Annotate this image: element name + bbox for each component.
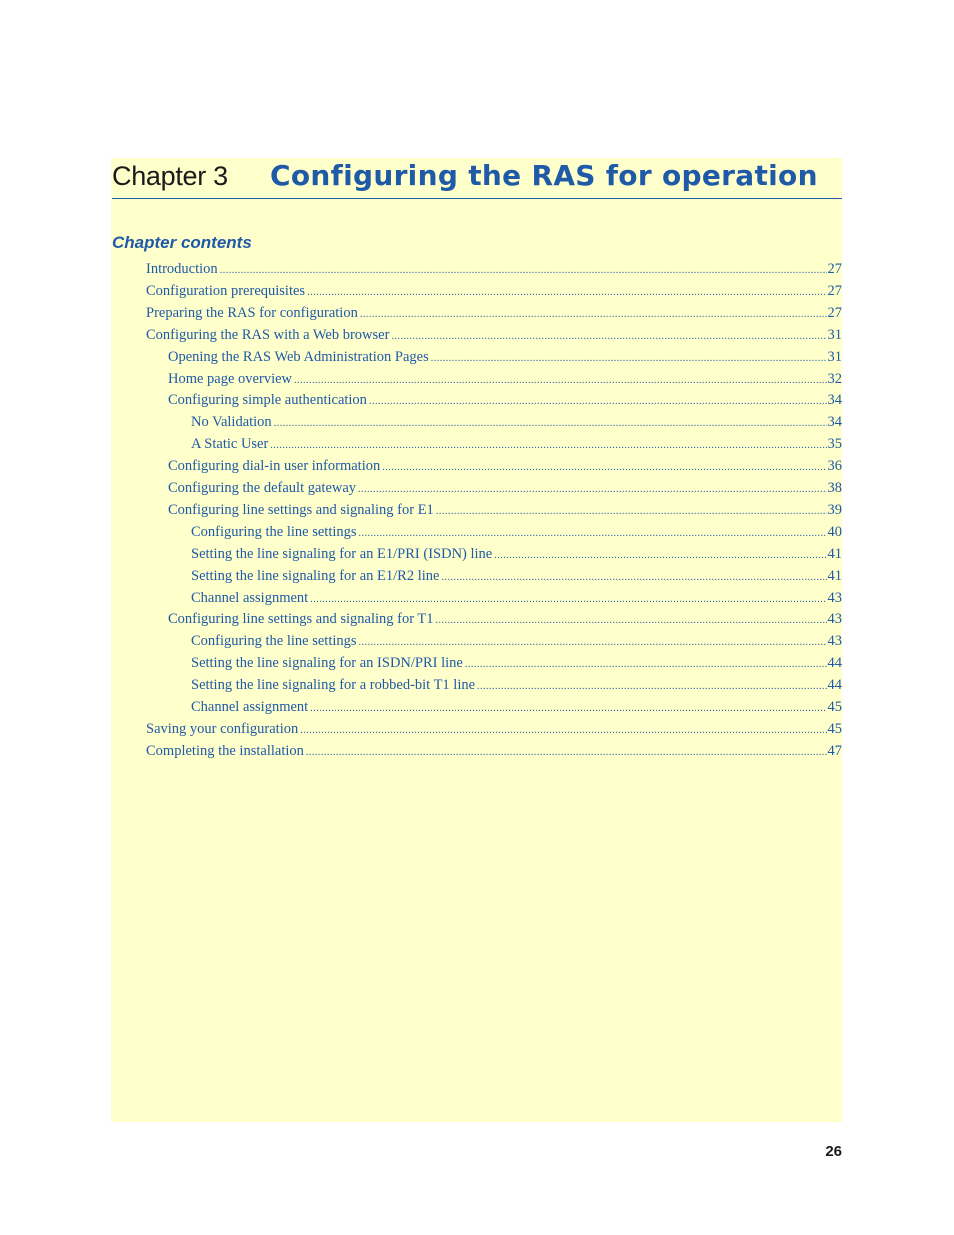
toc-entry[interactable]: [146, 324, 842, 346]
toc-entry-label: Home page overview: [168, 370, 293, 387]
toc-leader-dots: [220, 260, 827, 282]
toc-leader-dots: [270, 435, 826, 457]
toc-entry-label: Saving your configuration: [146, 720, 299, 737]
toc-entry-label: Setting the line signaling for an E1/PRI (ISDN) line: [191, 545, 493, 562]
toc-entry-label: Completing the installation: [146, 742, 304, 759]
toc-entry-page: 32: [827, 370, 842, 387]
toc-entry-label: Configuration prerequisites: [146, 282, 306, 299]
toc-leader-dots: [300, 720, 826, 742]
toc-entry-page: 44: [827, 655, 842, 672]
toc-leader-dots: [391, 326, 826, 348]
toc-entry[interactable]: [168, 389, 842, 411]
toc-entry-page: 39: [827, 501, 842, 518]
toc-entry-page: 40: [827, 523, 842, 540]
toc-entry-page: 36: [827, 458, 842, 475]
toc-entry-page: 47: [827, 742, 842, 759]
toc-entry[interactable]: [191, 543, 842, 565]
toc-entry[interactable]: [168, 608, 842, 630]
toc-entry[interactable]: [168, 455, 842, 477]
toc-entry-label: Configuring line settings and signaling for T1: [168, 611, 434, 628]
toc-leader-dots: [494, 545, 826, 567]
toc-entry-page: 34: [827, 392, 842, 409]
toc-entry-page: 27: [827, 282, 842, 299]
toc-leader-dots: [477, 676, 826, 698]
toc-entry[interactable]: [191, 652, 842, 674]
toc-entry-page: 45: [827, 720, 842, 737]
toc-entry-page: 27: [827, 304, 842, 321]
toc-entry-label: Configuring the line settings: [191, 633, 357, 650]
chapter-title: Configuring the RAS for operation: [270, 159, 818, 192]
toc-entry[interactable]: [146, 302, 842, 324]
toc-entry[interactable]: [168, 346, 842, 368]
toc-entry[interactable]: [191, 521, 842, 543]
toc-entry[interactable]: [191, 565, 842, 587]
toc-entry[interactable]: [146, 280, 842, 302]
toc-entry-page: 35: [827, 436, 842, 453]
toc-entry-label: Channel assignment: [191, 589, 309, 606]
toc-entry-page: 41: [827, 545, 842, 562]
page-number: 26: [825, 1143, 842, 1160]
toc-entry-page: 31: [827, 348, 842, 365]
toc-leader-dots: [369, 391, 827, 413]
chapter-label: Chapter 3: [112, 161, 228, 191]
toc-leader-dots: [274, 413, 827, 435]
toc-entry-label: Configuring the default gateway: [168, 480, 357, 496]
toc-entry-page: 43: [827, 589, 842, 606]
toc-entry-label: Configuring line settings and signaling for E1: [168, 501, 434, 518]
toc-entry-label: Configuring the RAS with a Web browser: [146, 326, 390, 343]
toc-entry-label: Setting the line signaling for a robbed-bit T1 line: [191, 677, 476, 694]
toc-entry[interactable]: [146, 718, 842, 740]
toc-leader-dots: [359, 632, 827, 654]
toc-entry[interactable]: [191, 587, 842, 609]
toc-leader-dots: [294, 370, 826, 392]
toc-entry-label: Opening the RAS Web Administration Pages: [168, 348, 429, 365]
toc-entry-label: Setting the line signaling for an ISDN/PRI line: [191, 655, 463, 672]
toc-entry-label: Configuring the line settings: [191, 523, 357, 540]
toc-leader-dots: [310, 589, 826, 611]
toc-entry-label: Preparing the RAS for configuration: [146, 304, 358, 321]
toc-entry-label: Channel assignment: [191, 699, 309, 715]
toc-leader-dots: [360, 304, 827, 326]
toc-entry-page: 27: [827, 261, 842, 277]
toc-entry[interactable]: [168, 368, 842, 390]
toc-leader-dots: [436, 610, 827, 632]
toc-leader-dots: [436, 501, 827, 523]
toc-entry-page: 38: [827, 480, 842, 496]
toc-entry[interactable]: [146, 740, 842, 762]
toc-leader-dots: [441, 567, 826, 589]
toc-entry-label: Configuring simple authentication: [168, 392, 367, 409]
toc-leader-dots: [382, 457, 826, 479]
toc-entry-label: Setting the line signaling for an E1/R2 line: [191, 567, 440, 584]
toc-entry[interactable]: [191, 674, 842, 696]
toc-entry-label: Configuring dial-in user information: [168, 458, 381, 475]
toc-entry[interactable]: [168, 499, 842, 521]
toc-leader-dots: [310, 698, 826, 720]
toc-entry[interactable]: [191, 630, 842, 652]
toc-leader-dots: [465, 654, 827, 676]
toc-leader-dots: [307, 282, 826, 304]
toc-entry-label: Introduction: [146, 261, 218, 277]
toc-entry[interactable]: [191, 696, 842, 718]
toc-leader-dots: [306, 742, 827, 764]
toc-entry[interactable]: [168, 477, 842, 499]
toc-entry-page: 43: [827, 611, 842, 628]
toc-leader-dots: [358, 479, 826, 501]
toc-entry-page: 34: [827, 414, 842, 431]
toc-entry[interactable]: [191, 433, 842, 455]
toc-leader-dots: [359, 523, 827, 545]
toc-entry-page: 41: [827, 567, 842, 584]
chapter-header: [112, 158, 842, 199]
toc-leader-dots: [431, 348, 827, 370]
toc-entry-label: A Static User: [191, 436, 269, 453]
toc-entry-page: 44: [827, 677, 842, 694]
contents-heading: Chapter contents: [112, 233, 252, 252]
toc-entry-label: No Validation: [191, 414, 272, 431]
toc-entry-page: 43: [827, 633, 842, 650]
toc-entry[interactable]: [191, 411, 842, 433]
toc-entry-page: 45: [827, 699, 842, 715]
toc-entry[interactable]: [146, 258, 842, 280]
toc-entry-page: 31: [827, 326, 842, 343]
